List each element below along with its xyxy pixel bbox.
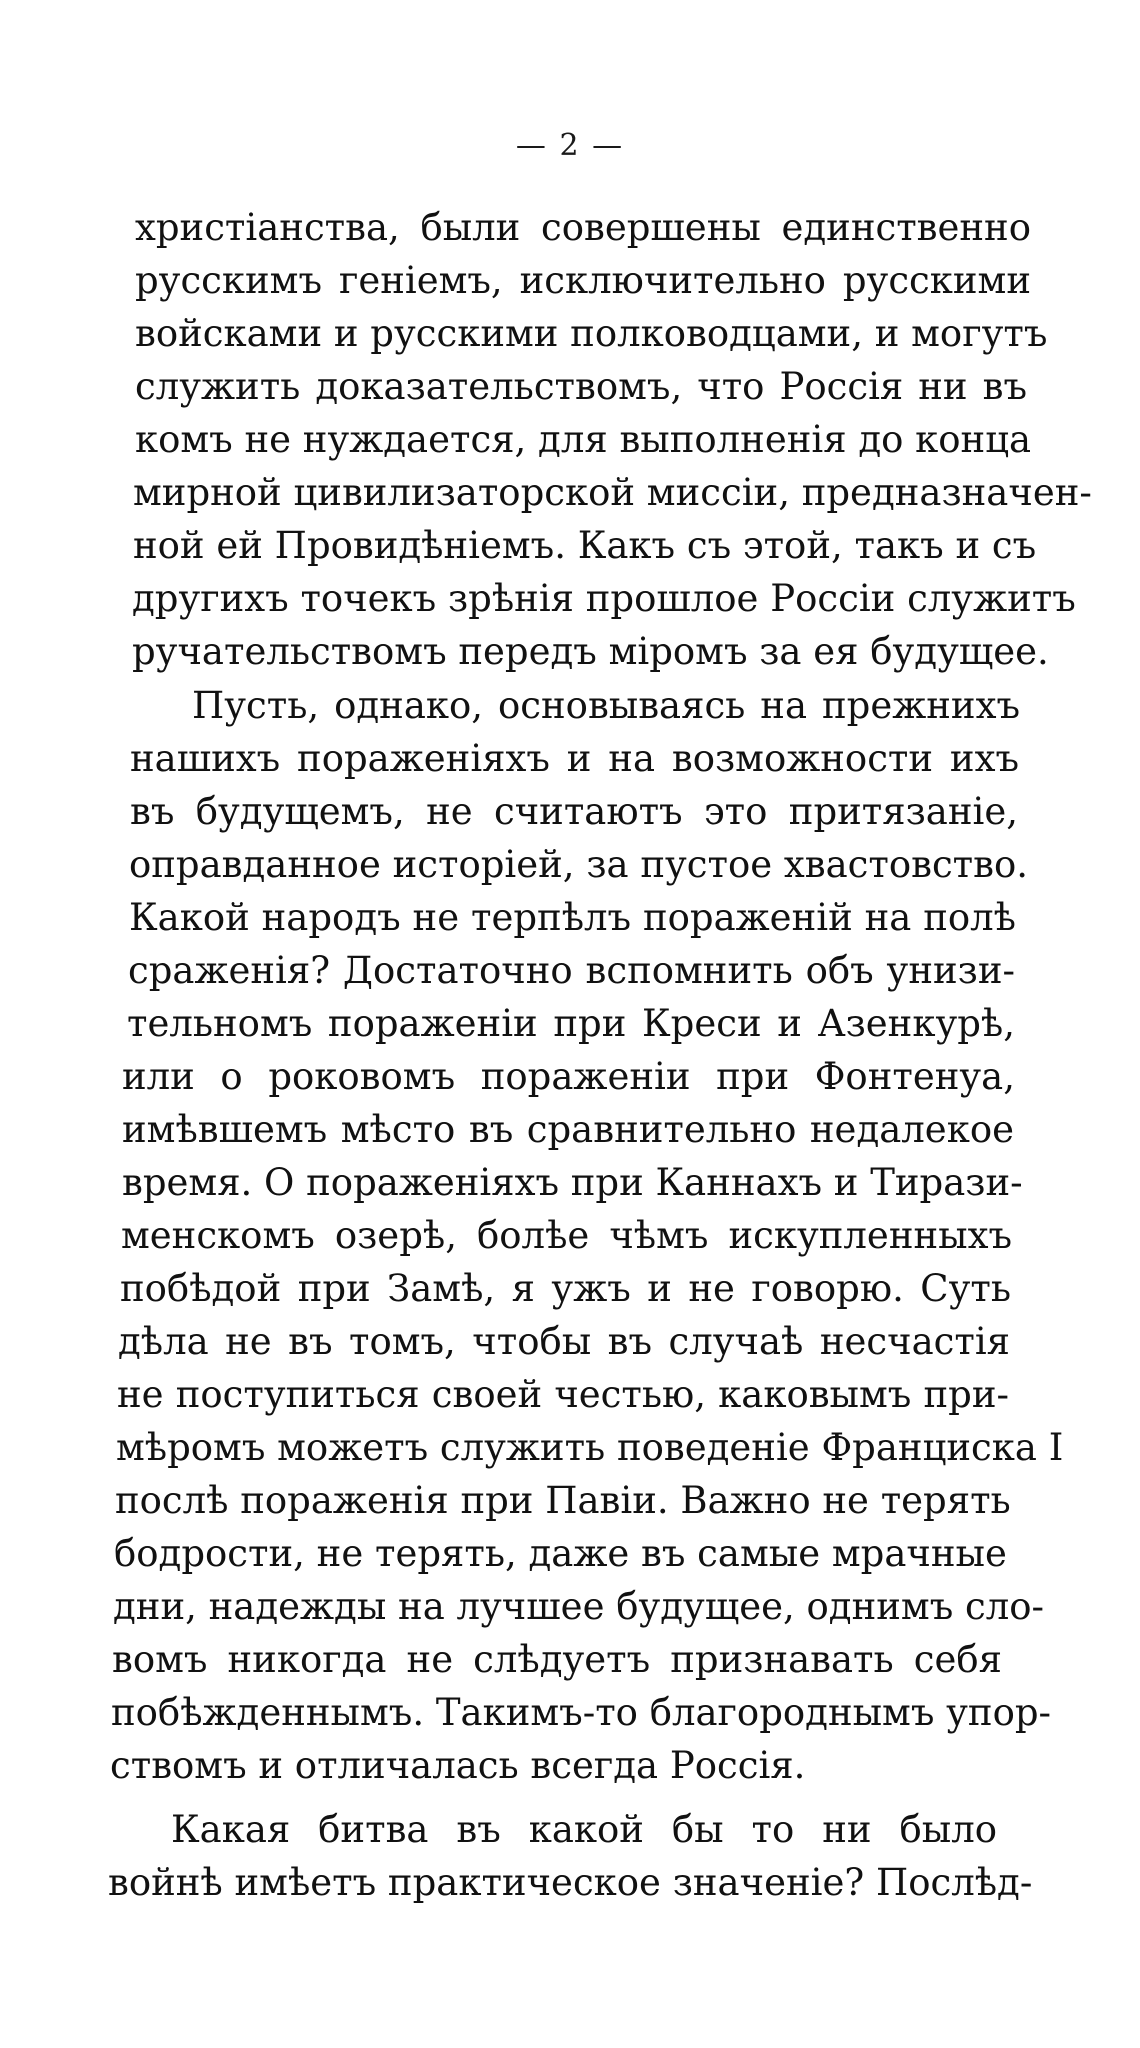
text-line: Какой народъ не терпѣлъ пораженій на полѣ [129,896,1016,939]
text-line: тельномъ пораженіи при Креси и Азенкурѣ, [127,1002,1015,1045]
text-line: ручательствомъ передъ міромъ за ея будущее. [132,630,1049,673]
text-line: вомъ никогда не слѣдуетъ признавать себя [112,1638,1002,1681]
text-line: комъ не нуждается, для выполненія до конца [135,418,1032,461]
text-line: побѣдой при Замѣ, я ужъ и не говорю. Суть [120,1267,1011,1310]
text-line: ной ей Провидѣніемъ. Какъ съ этой, такъ и съ [133,524,1037,567]
text-line: имѣвшемъ мѣсто въ сравнительно недалекое [122,1108,1014,1151]
text-line: мирной цивилизаторской миссіи, предназначен- [133,471,1092,514]
text-line: менскомъ озерѣ, болѣе чѣмъ искупленныхъ [121,1214,1012,1257]
page-number: — 2 — [515,128,625,163]
text-line: войнѣ имѣетъ практическое значеніе? Послѣд- [108,1861,1033,1904]
text-line: время. О пораженіяхъ при Каннахъ и Тирази- [122,1161,1023,1204]
text-line: Пусть, однако, основываясь на прежнихъ [192,684,1020,727]
text-line: или о роковомъ пораженіи при Фонтенуа, [122,1055,1015,1098]
text-line: ствомъ и отличалась всегда Россія. [110,1744,806,1787]
text-line: не поступиться своей честью, каковымъ при- [117,1373,1009,1416]
text-line: войсками и русскими полководцами, и могутъ [135,312,1048,355]
text-line: мѣромъ можетъ служить поведеніе Франциска I [116,1426,1064,1469]
text-line: въ будущемъ, не считаютъ это притязаніе, [130,790,1018,833]
text-line: служить доказательствомъ, что Россія ни въ [135,365,1027,408]
text-line: Какая битва въ какой бы то ни было [171,1808,997,1851]
text-line: оправданное исторіей, за пустое хвастовство. [129,843,1029,886]
text-line: нашихъ пораженіяхъ и на возможности ихъ [130,737,1019,780]
text-line: послѣ пораженія при Павіи. Важно не терять [115,1479,1011,1522]
text-line: дѣла не въ томъ, чтобы въ случаѣ несчастія [118,1320,1010,1363]
text-line: сраженія? Достаточно вспомнить объ унизи- [128,949,1015,992]
text-line: христіанства, были совершены единственно [135,206,1031,249]
text-line: побѣжденнымъ. Такимъ-то благороднымъ упор- [111,1691,1052,1734]
text-line: дни, надежды на лучшее будущее, однимъ сло- [113,1585,1044,1628]
text-line: бодрости, не терять, даже въ самые мрачные [114,1532,1007,1575]
text-line: другихъ точекъ зрѣнія прошлое Россіи служитъ [132,577,1076,620]
text-line: русскимъ геніемъ, исключительно русскими [135,259,1031,302]
